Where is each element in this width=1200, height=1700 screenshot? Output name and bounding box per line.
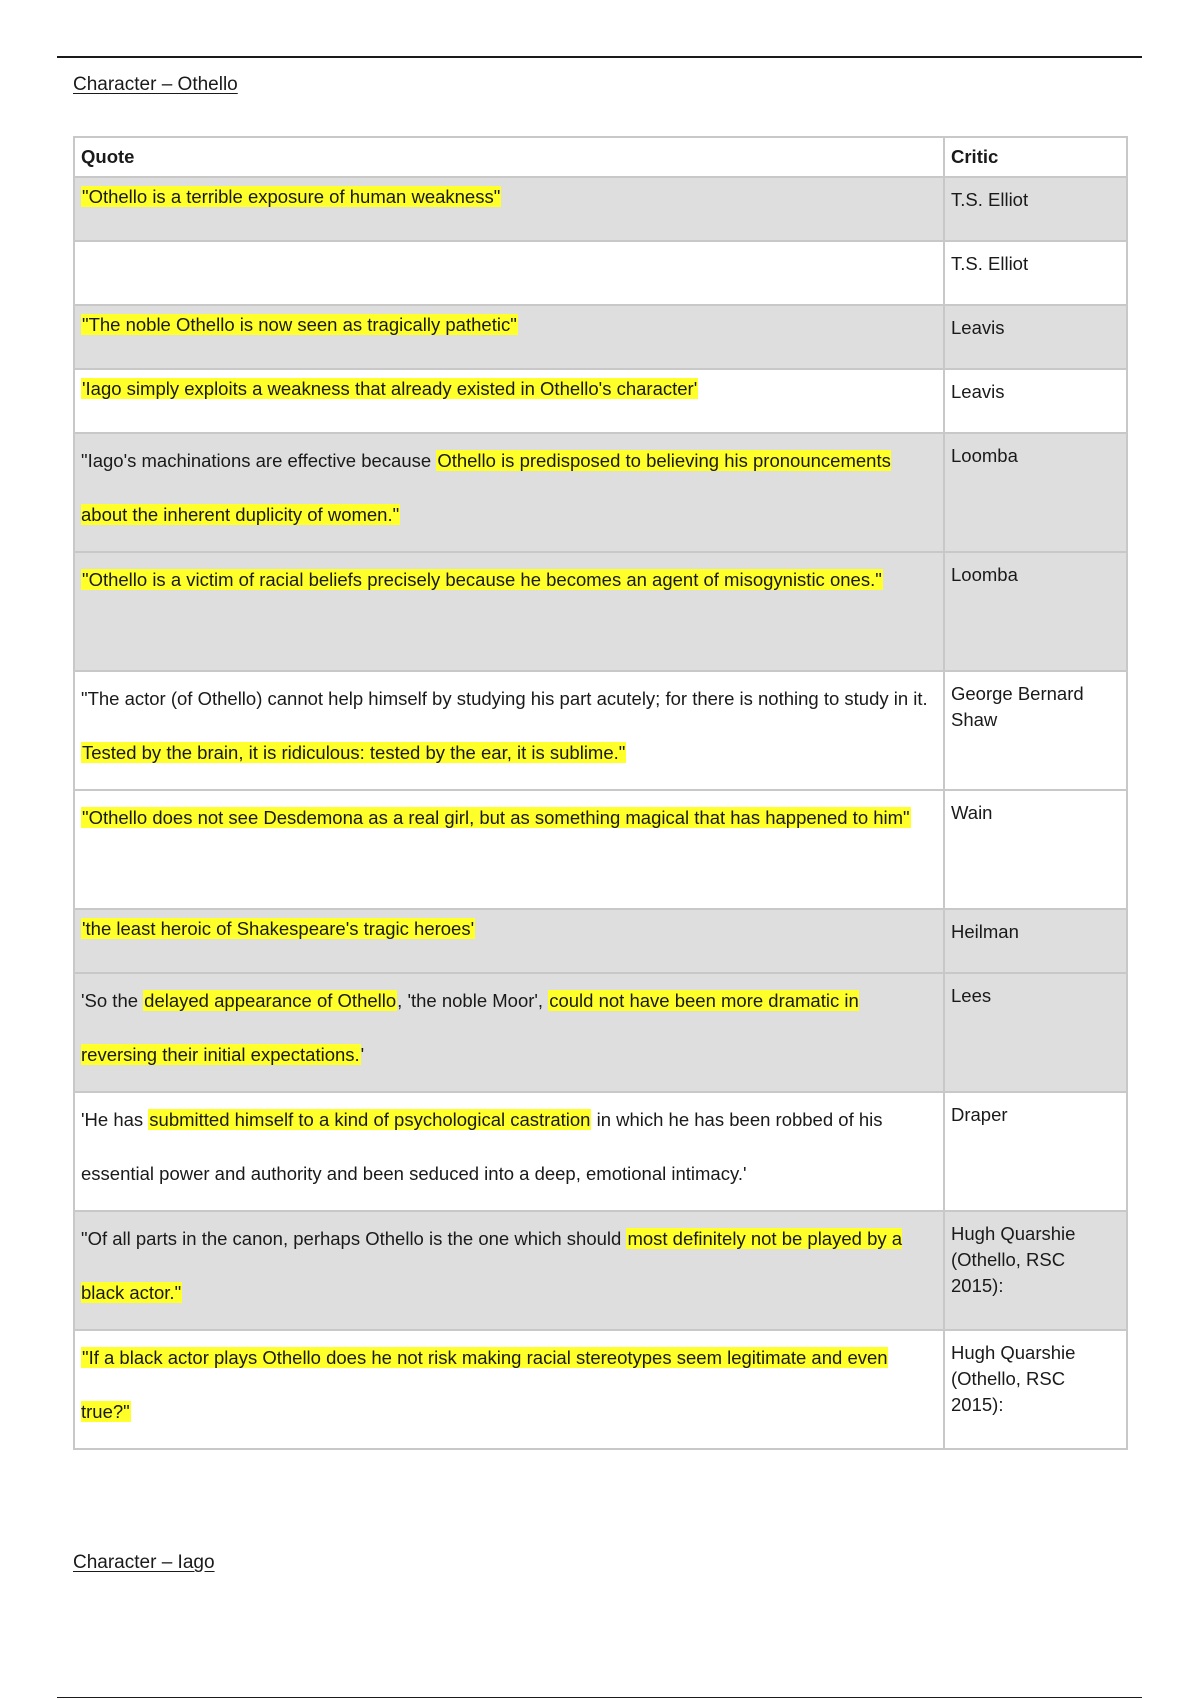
- quote-text: ': [360, 1044, 365, 1065]
- highlighted-text: most definitely not be played by a black actor.": [81, 1228, 903, 1303]
- table-row: [74, 369, 1127, 433]
- highlighted-text: 'Iago simply exploits a weakness that already existed in Othello's character': [82, 378, 698, 399]
- table-row: [74, 973, 1127, 1092]
- quote-cell: [74, 671, 944, 790]
- quote-text: , 'the noble Moor',: [397, 990, 549, 1011]
- highlighted-text: "The noble Othello is now seen as tragically pathetic": [82, 314, 517, 335]
- table-body: [74, 177, 1127, 1449]
- table-row: [74, 790, 1127, 909]
- quote-text: 'He has: [81, 1109, 149, 1130]
- quote-text: 'So the: [81, 990, 144, 1011]
- highlighted-text: "If a black actor plays Othello does he not risk making racial stereotypes seem legitimate and even true?": [81, 1347, 888, 1422]
- quote-cell: [74, 552, 944, 671]
- table-row: [74, 1330, 1127, 1449]
- heading-character-iago: Character – Iago: [73, 1552, 215, 1573]
- quote-text: "Iago's machinations are effective because: [81, 450, 437, 471]
- critic-cell: George Bernard Shaw: [944, 671, 1127, 790]
- quote-cell: [74, 790, 944, 909]
- quote-cell: [74, 1211, 944, 1330]
- table-row: [74, 433, 1127, 552]
- critic-cell: Hugh Quarshie (Othello, RSC 2015):: [944, 1211, 1127, 1330]
- quote-cell: [74, 241, 944, 305]
- quote-cell: [74, 177, 944, 241]
- highlighted-text: "Othello is a terrible exposure of human weakness": [82, 186, 501, 207]
- critic-cell: Draper: [944, 1092, 1127, 1211]
- quote-cell: [74, 305, 944, 369]
- highlighted-text: "Othello does not see Desdemona as a real girl, but as something magical that has happened to him": [82, 807, 910, 828]
- quote-text: "Of all parts in the canon, perhaps Othello is the one which should: [81, 1228, 627, 1249]
- highlighted-text: 'the least heroic of Shakespeare's tragic heroes': [82, 918, 475, 939]
- critic-cell: T.S. Elliot: [944, 177, 1127, 241]
- quote-cell: [74, 973, 944, 1092]
- highlighted-text: submitted himself to a kind of psychological castration: [149, 1109, 591, 1130]
- critic-cell: Leavis: [944, 369, 1127, 433]
- critic-cell: Loomba: [944, 433, 1127, 552]
- table-row: [74, 1211, 1127, 1330]
- table-row: [74, 241, 1127, 305]
- quote-cell: [74, 1092, 944, 1211]
- highlighted-text: Othello is predisposed to believing his pronouncements about the inherent duplicity of women.": [81, 450, 891, 525]
- critic-cell: Leavis: [944, 305, 1127, 369]
- highlighted-text: Tested by the brain, it is ridiculous: tested by the ear, it is sublime.": [82, 742, 626, 763]
- highlighted-text: "Othello is a victim of racial beliefs precisely because he becomes an agent of misogynistic ones.": [82, 569, 882, 590]
- table-row: [74, 305, 1127, 369]
- highlighted-text: could not have been more dramatic in reversing their initial expectations.: [81, 990, 859, 1065]
- quote-text: "The actor (of Othello) cannot help himself by studying his part acutely; for there is nothing to study in it.: [81, 688, 928, 709]
- table-row: [74, 552, 1127, 671]
- critic-cell: T.S. Elliot: [944, 241, 1127, 305]
- table-row: [74, 177, 1127, 241]
- critic-cell: Hugh Quarshie (Othello, RSC 2015):: [944, 1330, 1127, 1449]
- table-row: [74, 671, 1127, 790]
- top-rule: [57, 56, 1142, 58]
- critic-cell: Heilman: [944, 909, 1127, 973]
- quote-cell: [74, 369, 944, 433]
- quote-text: in which he has been robbed of his essential power and authority and been seduced into a deep, emotional intimacy.': [81, 1109, 883, 1184]
- table-header-row: [74, 137, 1127, 177]
- quote-cell: [74, 433, 944, 552]
- table-row: [74, 909, 1127, 973]
- quotes-table: [73, 136, 1128, 1450]
- table-row: [74, 1092, 1127, 1211]
- critic-cell: Lees: [944, 973, 1127, 1092]
- heading-character-othello: Character – Othello: [73, 74, 238, 95]
- highlighted-text: delayed appearance of Othello: [144, 990, 397, 1011]
- critic-cell: Wain: [944, 790, 1127, 909]
- bottom-rule: [57, 1697, 1142, 1698]
- header-quote: Quote: [74, 137, 944, 177]
- header-critic: Critic: [944, 137, 1127, 177]
- critic-cell: Loomba: [944, 552, 1127, 671]
- quote-cell: [74, 1330, 944, 1449]
- quote-cell: [74, 909, 944, 973]
